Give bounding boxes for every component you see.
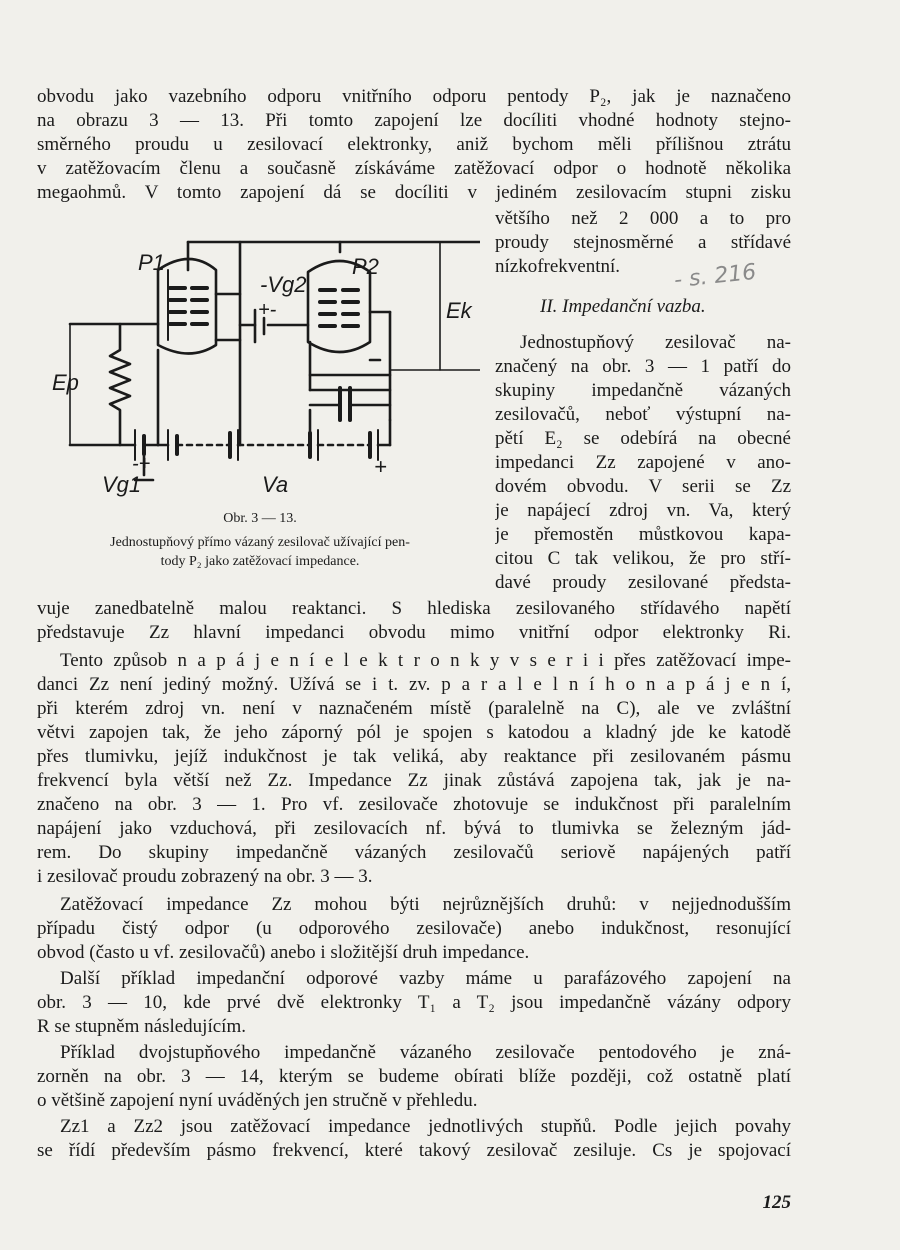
text-line: případu čistý odpor (u odporového zesilovače) anebo indukčnost, resonující (37, 918, 791, 939)
text-line: značeno na obr. 3 — 1. Pro vf. zesilovače zhotovuje se indukčnost při paralelním (37, 794, 791, 815)
tube-p2-grids (320, 290, 358, 326)
handwritten-note: - s. 216 (672, 259, 758, 294)
text-line: je napájecí zdroj vn. Va, který (495, 500, 791, 521)
label-vg2: -Vg2 (260, 272, 307, 297)
text-line: obvod (často u vf. zesilovačů) anebo i složitější druh impedance. (37, 942, 530, 963)
text-line: Zatěžovací impedance Zz mohou býti nejrůznějších druhů: v nejjednodušším (60, 894, 791, 915)
tube-p1 (158, 259, 216, 354)
text-line: impedanci Zz zapojené v ano- (495, 452, 791, 473)
label-minus-plus: -+ (132, 453, 151, 475)
circuit-diagram (40, 230, 480, 505)
label-ep: Ep (52, 370, 79, 395)
section-heading: II. Impedanční vazba. (540, 296, 706, 317)
text-line: danci Zz není jediný možný. Užívá se i t. zv. p a r a l e l n í h o n a p á j e n í, (37, 674, 791, 695)
text-line: obr. 3 — 10, kde prvé dvě elektronky T₁ a T₂ jsou impedančně vázány odpory (37, 992, 791, 1013)
label-va: Va (262, 472, 289, 497)
text-line: obvodu jako vazebního odporu vnitřního odporu pentody P₂, jak je naznačeno (37, 86, 791, 107)
resistor (110, 324, 130, 445)
text-line: je přemostěn můstkovou kapa- (495, 524, 791, 545)
text-line: skupiny impedančně vázaných (495, 380, 791, 401)
text-line: R se stupněm následujícím. (37, 1016, 246, 1037)
text-line: Další příklad impedanční odporové vazby máme u parafázového zapojení na (60, 968, 791, 989)
text-line: Příklad dvojstupňového impedančně vázaného zesilovače pentodového je zná- (60, 1042, 791, 1063)
label-vg1: Vg1 (102, 472, 142, 497)
label-ek: Ek (446, 298, 472, 323)
text-line: citou C tak velikou, že pro stří- (495, 548, 791, 569)
text-line: napájení jako vzduchová, při zesilovacích nf. bývá to tlumivka se železným jád- (37, 818, 791, 839)
text-line: v zatěžovacím členu a současně získáváme zatěžovací odpor o hodnotě několika (37, 158, 791, 179)
text-line: při kterém zdroj vn. není v naznačeném místě (paralelně na C), ale ve zvláštní (37, 698, 791, 719)
text-line: i zesilovač proudu zobrazený na obr. 3 — 3. (37, 866, 373, 887)
text-line: nízkofrekventní. (495, 256, 621, 277)
text-line: se řídí především pásmo frekvencí, které takový zesilovač zesiluje. Cs je spojovací (37, 1140, 791, 1161)
text-line: zorněn na obr. 3 — 14, kterým se budeme obírati blíže později, což ostatně platí (37, 1066, 791, 1087)
label-plus: + (374, 454, 387, 479)
text-line: dovém obvodu. V serii se Zz (495, 476, 791, 497)
tube-p1-grids (170, 288, 207, 324)
label-p1: P1 (138, 250, 165, 275)
label-plus-minus: +- (258, 299, 277, 321)
text-line: megaohmů. V tomto zapojení dá se docíliti v jediném zesilovacím stupni zisku (37, 182, 791, 203)
text-line: přes tlumivku, jejíž indukčnost je tak veliká, aby reaktance při zesilovaném pásmu (37, 746, 791, 767)
figure-caption-title: Obr. 3 — 13. (223, 511, 297, 526)
text-line: Tento způsob n a p á j e n í e l e k t r o n k y v s e r i i přes zatěžovací impe- (60, 650, 791, 671)
text-line: zesilovačů, neboť výstupní na- (495, 404, 791, 425)
page-number: 125 (762, 1192, 791, 1213)
text-line: na obrazu 3 — 13. Při tomto zapojení lze docíliti vhodné hodnoty stejno- (37, 110, 791, 131)
text-line: o většině zapojení nyní uváděných jen stručně v přehledu. (37, 1090, 478, 1111)
text-line: Jednostupňový zesilovač na- (520, 332, 791, 353)
text-line: větvi zapojen tak, že jeho záporný pól je spojen s katodou a kladný jde ke katodě (37, 722, 791, 743)
text-line: vuje zanedbatelně malou reaktanci. S hlediska zesilovaného střídavého napětí (37, 598, 791, 619)
text-line: davé proudy zesilované předsta- (495, 572, 791, 593)
text-line: frekvencí byla větší než Zz. Impedance Zz jinak zůstává zapojena tak, jak je na- (37, 770, 791, 791)
text-line: směrného proudu u zesilovací elektronky, aniž bychom měli přílišnou ztrátu (37, 134, 791, 155)
text-line: proudy stejnosměrné a střídavé (495, 232, 791, 253)
label-p2: P2 (352, 254, 379, 279)
figure-caption-line: tody P₂ jako zatěžovací impedance. (160, 554, 360, 569)
text-line: Zz1 a Zz2 jsou zatěžovací impedance jednotlivých stupňů. Podle jejich povahy (60, 1116, 791, 1137)
text-line: značený na obr. 3 — 1 patří do (495, 356, 791, 377)
text-line: většího než 2 000 a to pro (495, 208, 791, 229)
text-line: rem. Do skupiny impedančně vázaných zesilovačů seriově napájených patří (37, 842, 791, 863)
text-line: představuje Zz hlavní impedanci obvodu mimo vnitřní odpor elektronky Ri. (37, 622, 791, 643)
text-line: pětí E₂ se odebírá na obecné (495, 428, 791, 449)
figure-caption-line: Jednostupňový přímo vázaný zesilovač užívající pen- (110, 535, 410, 550)
